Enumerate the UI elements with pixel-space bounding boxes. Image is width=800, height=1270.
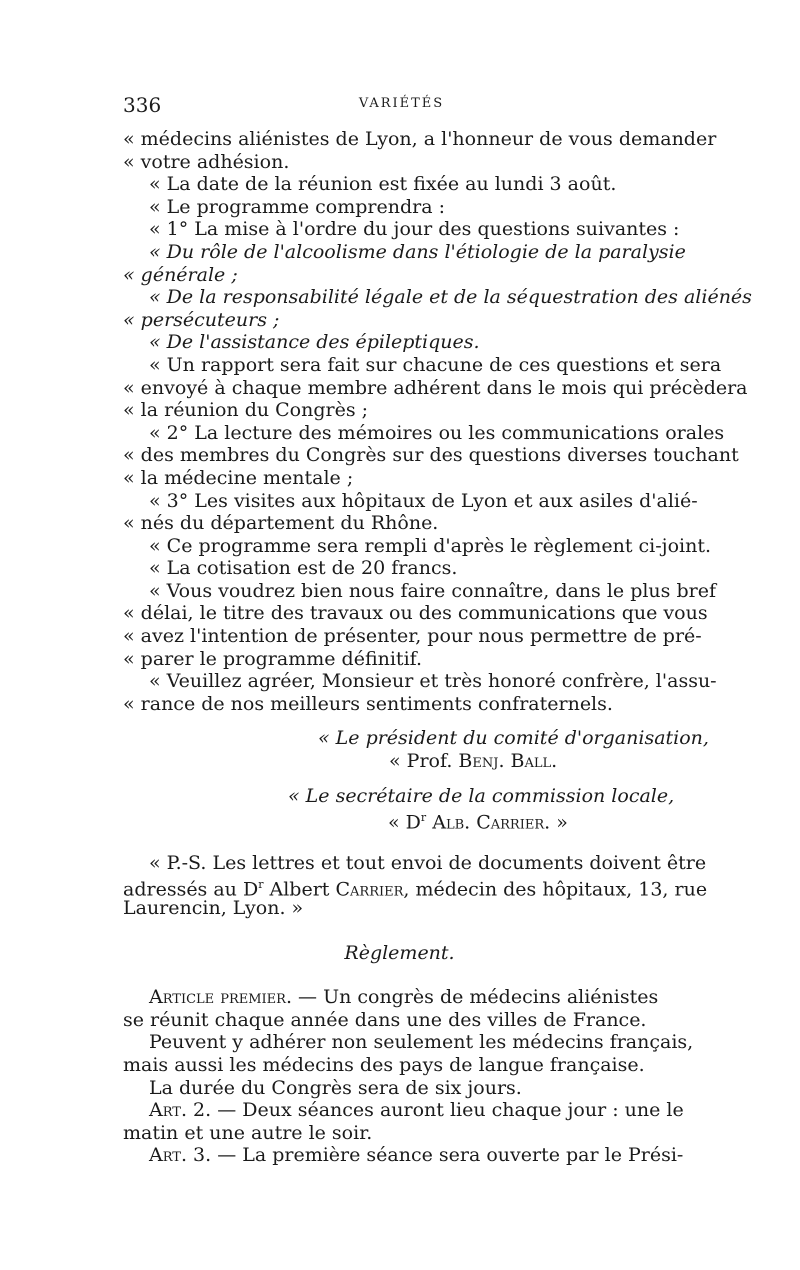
text-line: « générale ; [123,263,238,286]
text-line: Laurencin, Lyon. » [123,897,304,919]
signature-secretary-name: « $D^r$ Alb. Carrier. » [388,811,568,834]
text-line: « parer le programme définitif. [123,647,423,670]
section-heading: Règlement. [344,941,455,964]
text-line: « Du rôle de l'alcoolisme dans l'étiologie de la paralysie [149,240,686,263]
text-line: « délai, le titre des travaux ou des communications que vous [123,602,708,625]
text-line: mais aussi les médecins des pays de langue française. [123,1053,645,1076]
text-line: « 3° Les visites aux hôpitaux de Lyon et aux asiles d'alié- [149,489,698,512]
text-line: adressés au $D^r$ Albert Carrier, médecin des hôpitaux, 13, rue [123,878,708,901]
text-line: La durée du Congrès sera de six jours. [149,1076,522,1099]
text-line: « Ce programme sera rempli d'après le règlement ci-joint. [149,534,711,557]
text-line: Peuvent y adhérer non seulement les médecins français, [149,1031,694,1054]
text-line: « des membres du Congrès sur des questions diverses touchant [123,444,739,467]
running-title: VARIÉTÉS [358,96,445,111]
text-line: « La cotisation est de 20 francs. [149,557,458,580]
text-line: se réunit chaque année dans une des villes de France. [123,1008,647,1031]
text-line: « nés du département du Rhône. [123,512,439,535]
article-line: Art. 3. — La première séance sera ouverte par le Prési- [149,1144,684,1167]
text-line: « persécuteurs ; [123,308,280,331]
text-line: « 1° La mise à l'ordre du jour des questions suivantes : [149,218,680,241]
signature-secretary-title: « Le secrétaire de la commission locale, [288,784,675,807]
text-line: « De la responsabilité légale et de la séquestration des aliénés [149,286,752,309]
signature-president-name: « Prof. Benj. Ball. [389,750,558,773]
text-line: « Le programme comprendra : [149,195,445,218]
text-line: « De l'assistance des épileptiques. [149,331,480,354]
text-line: « Veuillez agréer, Monsieur et très honoré confrère, l'assu- [149,670,717,693]
page-number: 336 [123,93,162,117]
text-line: « la médecine mentale ; [123,466,354,489]
signature-president-title: « Le président du comité d'organisation, [318,727,709,750]
text-line: « La date de la réunion est fixée au lundi 3 août. [149,173,617,196]
text-line: « rance de nos meilleurs sentiments confraternels. [123,692,613,715]
text-line: « médecins aliénistes de Lyon, a l'honneur de vous demander [123,128,717,150]
text-line: « la réunion du Congrès ; [123,399,369,422]
text-line: matin et une autre le soir. [123,1121,373,1144]
text-line: « P.-S. Les lettres et tout envoi de documents doivent être [149,851,707,874]
text-line: « envoyé à chaque membre adhérent dans le mois qui précèdera [123,376,748,399]
body-text [123,128,752,1167]
text-line: « 2° La lecture des mémoires ou les communications orales [149,421,725,444]
text-line: « Un rapport sera fait sur chacune de ces questions et sera [149,353,722,376]
text-line: « votre adhésion. [123,150,290,173]
article-line: Art. 2. — Deux séances auront lieu chaque jour : une le [149,1099,684,1122]
text-line: « avez l'intention de présenter, pour nous permettre de pré- [123,625,702,648]
article-line: Article premier. — Un congrès de médecins aliénistes [149,986,659,1009]
text-line: « Vous voudrez bien nous faire connaître, dans le plus bref [149,579,716,602]
page-header [123,93,680,117]
